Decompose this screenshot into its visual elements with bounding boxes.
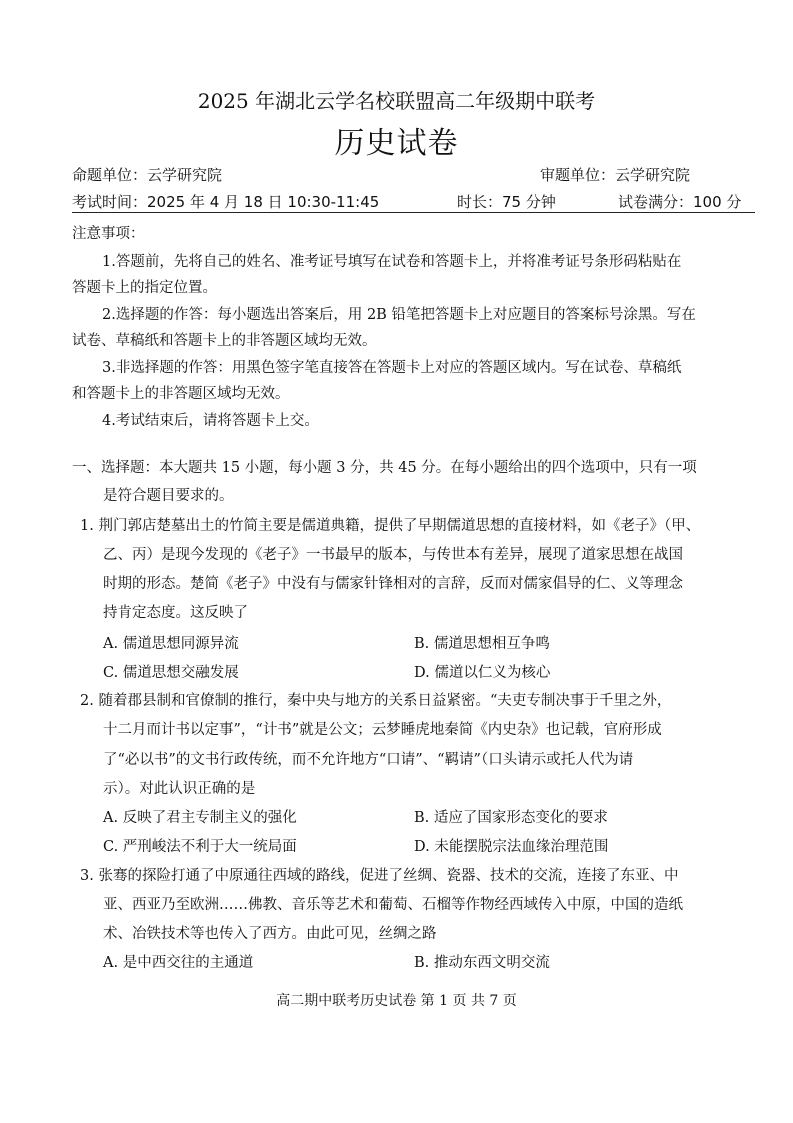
question-3-line: 亚、西亚乃至欧洲……佛教、音乐等艺术和葡萄、石榴等作物经西域传入中原，中国的造纸 (103, 897, 683, 913)
question-1-option-d[interactable]: D. 儒道以仁义为核心 (414, 665, 551, 681)
section-heading: 一、选择题：本大题共 15 小题，每小题 3 分，共 45 分。在每小题给出的四个选项中，只有一项 (72, 460, 697, 476)
setter-unit: 命题单位：云学研究院 (72, 166, 223, 184)
exam-duration: 时长：75 分钟 (457, 193, 556, 211)
question-1-option-c[interactable]: C. 儒道思想交融发展 (103, 665, 239, 681)
question-2-line: 2. 随着郡县制和官僚制的推行，秦中央与地方的关系日益紧密。“夫吏专制决事于千里之外， (80, 693, 672, 709)
question-1-line: 乙、丙）是现今发现的《老子》一书最早的版本，与传世本有差异，展现了道家思想在战国 (103, 547, 683, 563)
section-heading-cont: 是符合题目要求的。 (103, 488, 234, 504)
full-score: 试卷满分：100 分 (618, 193, 742, 211)
question-1-option-a[interactable]: A. 儒道思想同源异流 (103, 636, 239, 652)
notice-line: 试卷、草稿纸和答题卡上的非答题区域均无效。 (72, 333, 377, 349)
exam-time: 考试时间：2025 年 4 月 18 日 10:30-11:45 (72, 193, 380, 211)
question-3-option-b[interactable]: B. 推动东西文明交流 (414, 955, 550, 971)
page-footer: 高二期中联考历史试卷 第 1 页 共 7 页 (276, 993, 517, 1009)
reviewer-unit: 审题单位：云学研究院 (540, 166, 691, 184)
notice-heading: 注意事项： (72, 226, 145, 242)
question-2-option-b[interactable]: B. 适应了国家形态变化的要求 (414, 810, 608, 826)
notice-line: 答题卡上的指定位置。 (72, 280, 217, 296)
question-2-line: 了“必以书”的文书行政传统，而不允许地方“口请”、“羁请”（口头请示或托人代为请 (103, 752, 634, 768)
question-2-line: 十二月而计书以定事”，“计书”就是公文；云梦睡虎地秦简《内史杂》也记载，官府形成 (103, 722, 662, 738)
question-1-line: 持肯定态度。这反映了 (103, 605, 248, 621)
notice-line: 和答题卡上的非答题区域均无效。 (72, 386, 290, 402)
header-divider (72, 212, 755, 213)
question-1-line: 1. 荆门郭店楚墓出土的竹简主要是儒道典籍，提供了早期儒道思想的直接材料，如《老子》（甲、 (80, 518, 701, 534)
notice-line: 4.考试结束后，请将答题卡上交。 (102, 413, 319, 429)
question-3-line: 术、冶铁技术等也传入了西方。由此可见，丝绸之路 (103, 926, 437, 942)
notice-line: 1.答题前，先将自己的姓名、准考证号填写在试卷和答题卡上，并将准考证号条形码粘贴在 (102, 254, 682, 270)
question-2-option-a[interactable]: A. 反映了君主专制主义的强化 (103, 810, 297, 826)
notice-line: 2.选择题的作答：每小题选出答案后，用 2B 铅笔把答题卡上对应题目的答案标号涂黑。写在 (102, 307, 696, 323)
question-1-option-b[interactable]: B. 儒道思想相互争鸣 (414, 636, 550, 652)
question-2-option-c[interactable]: C. 严刑峻法不利于大一统局面 (103, 839, 297, 855)
question-3-line: 3. 张骞的探险打通了中原通往西域的路线，促进了丝绸、瓷器、技术的交流，连接了东亚、中 (80, 868, 679, 884)
question-2-line: 示）。对此认识正确的是 (103, 781, 256, 797)
question-3-option-a[interactable]: A. 是中西交往的主通道 (103, 955, 254, 971)
notice-line: 3.非选择题的作答：用黑色签字笔直接答在答题卡上对应的答题区域内。写在试卷、草稿纸 (102, 360, 682, 376)
exam-title: 2025 年湖北云学名校联盟高二年级期中联考 (197, 89, 596, 113)
question-2-option-d[interactable]: D. 未能摆脱宗法血缘治理范围 (414, 839, 609, 855)
question-1-line: 时期的形态。楚简《老子》中没有与儒家针锋相对的言辞，反而对儒家倡导的仁、义等理念 (103, 576, 683, 592)
subject-title: 历史试卷 (334, 126, 459, 161)
